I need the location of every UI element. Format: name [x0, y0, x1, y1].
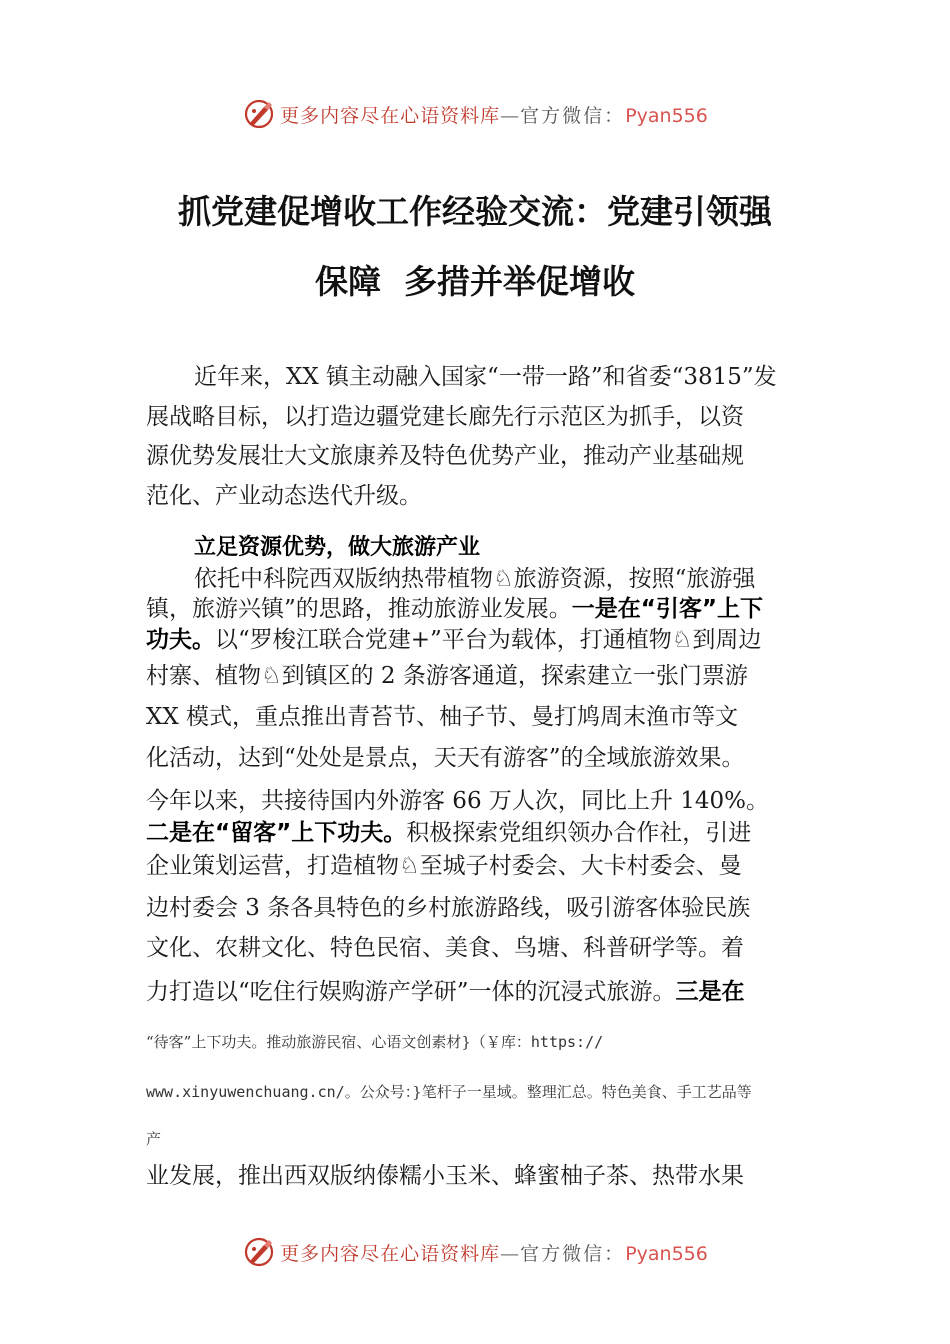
small-line-1: “待客”上下功夫。推动旅游民宿、心语文创素材}（￥库：https:// [146, 1033, 604, 1051]
intro-line-1: 近年来，XX 镇主动融入国家“一带一路”和省委“3815”发 [194, 364, 777, 390]
body-line-12: 力打造以“吃住行娱购游产学研”一体的沉浸式旅游。三是在 [146, 979, 745, 1005]
body-line-9: 企业策划运营，打造植物♘至城子村委会、大卡村委会、曼 [146, 853, 742, 879]
pen-logo-icon [242, 97, 276, 131]
body-line-4: 村寨、植物♘到镇区的 2 条游客通道，探索建立一张门票游 [146, 663, 748, 689]
small-line-2: www.xinyuwenchuang.cn/。公众号：}笔杆子一星域。整理汇总。特色美食、手工艺品等 [146, 1083, 752, 1101]
body-line-2: 镇，旅游兴镇”的思路，推动旅游业发展。一是在“引客”上下 [146, 596, 763, 622]
body-line-3: 功夫。以“罗梭江联合党建+”平台为载体，打通植物♘到周边 [146, 627, 762, 653]
body-line-11: 文化、农耕文化、特色民宿、美食、鸟塘、科普研学等。着 [146, 935, 744, 961]
body-line-5: XX 模式，重点推出青苔节、柚子节、曼打鸠周末渔市等文 [146, 704, 739, 730]
header-watermark-banner [0, 94, 950, 134]
bold-point-three: 三是在 [675, 979, 745, 1005]
body-line-6: 化活动，达到“处处是景点，天天有游客”的全域旅游效果。 [146, 745, 745, 771]
banner-text: 更多内容尽在心语资料库—官方微信：Pyan556 [280, 1242, 708, 1265]
footer-watermark-banner [0, 1232, 950, 1272]
bold-point-one-end: 功夫。 [146, 627, 215, 653]
pen-logo-icon [242, 1235, 276, 1269]
bold-point-two: 二是在“留客”上下功夫。 [146, 820, 407, 846]
body-line-1: 依托中科院西双版纳热带植物♘旅游资源，按照“旅游强 [194, 566, 756, 592]
document-title-line-2: 保障 多措并举促增收 [315, 262, 635, 301]
section-heading: 立足资源优势，做大旅游产业 [194, 535, 481, 560]
intro-line-3: 源优势发展壮大文旅康养及特色优势产业，推动产业基础规 [146, 443, 744, 469]
body-line-7: 今年以来，共接待国内外游客 66 万人次，同比上升 140%。 [146, 788, 769, 814]
body-last-line: 业发展，推出西双版纳傣糯小玉米、蜂蜜柚子茶、热带水果 [146, 1163, 744, 1189]
intro-line-2: 展战略目标，以打造边疆党建长廊先行示范区为抓手，以资 [146, 404, 744, 430]
body-line-10: 边村委会 3 条各具特色的乡村旅游路线，吸引游客体验民族 [146, 895, 751, 921]
bold-point-one: 一是在“引客”上下 [571, 596, 763, 622]
intro-line-4: 范化、产业动态迭代升级。 [146, 483, 422, 509]
small-line-3: 产 [146, 1130, 162, 1148]
body-line-8: 二是在“留客”上下功夫。积极探索党组织领办合作社，引进 [146, 820, 752, 846]
document-title-line-1: 抓党建促增收工作经验交流：党建引领强 [178, 192, 772, 231]
banner-text: 更多内容尽在心语资料库—官方微信：Pyan556 [280, 104, 708, 127]
